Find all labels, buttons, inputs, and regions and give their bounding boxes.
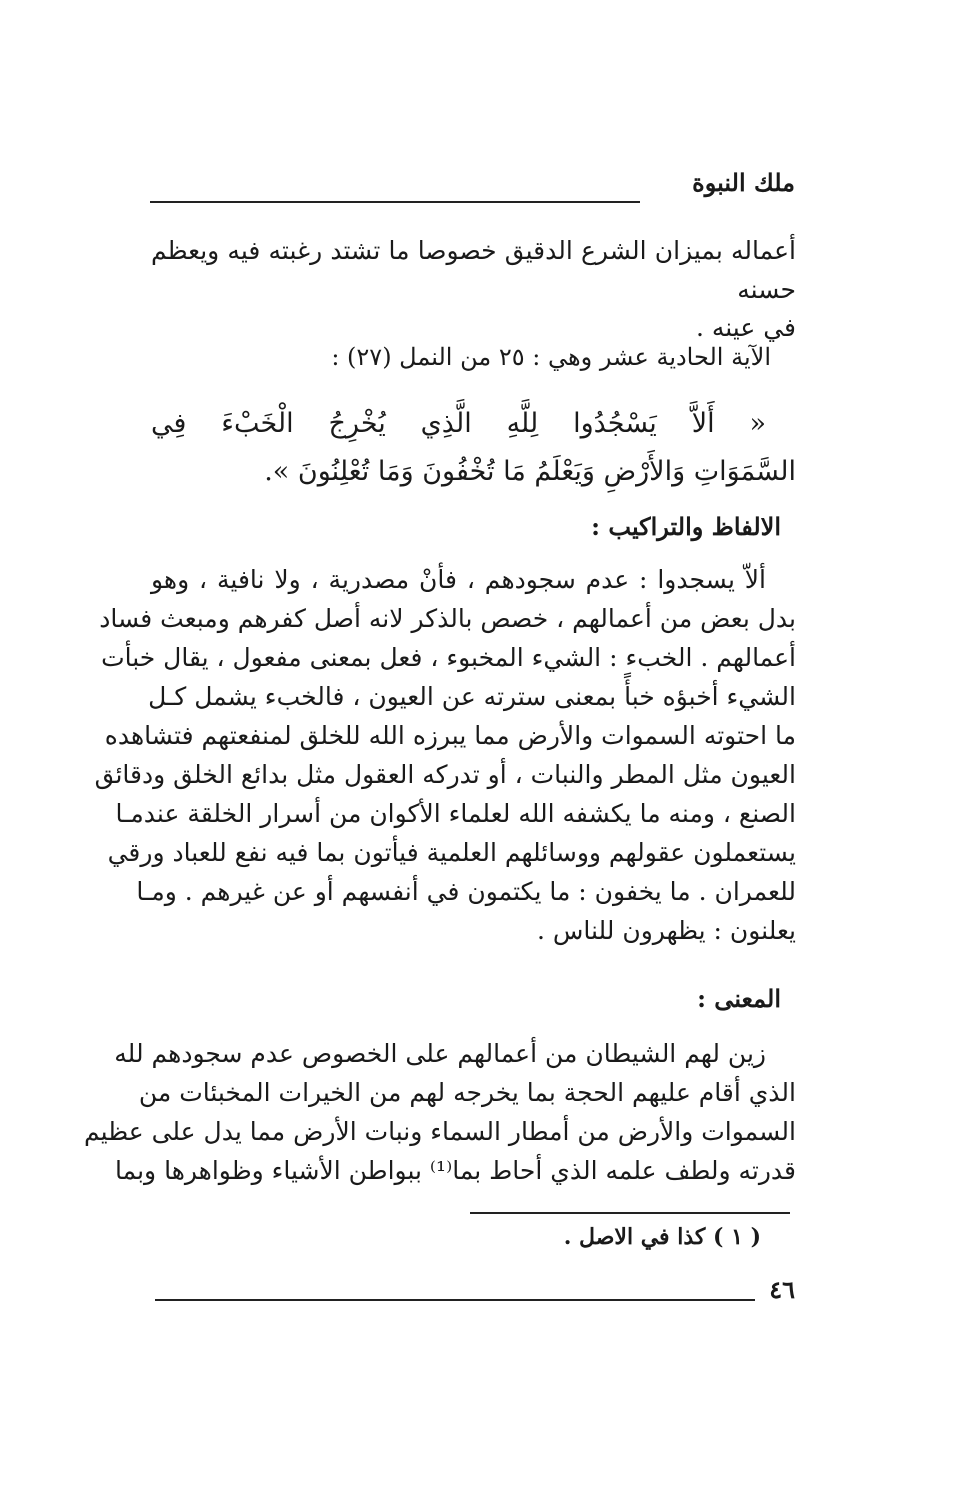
text-line: ألاّ يسجدوا : عدم سجودهم ، فأنْ مصدرية ، ولا نافية ، وهو (151, 565, 766, 594)
words-heading: الالفاظ والتراكيب : (591, 512, 781, 541)
text-line: أعماله بميزان الشرع الدقيق خصوصا ما تشتد رغبته فيه ويعظم حسنه (151, 236, 796, 304)
text-line: ما احتوته السموات والأرض مما يبرزه الله للخلق لمنفعتهم فتشاهده (104, 721, 796, 750)
text-line: للعمران . ما يخفون : ما يكتمون في أنفسهم أو عن غيرهم . ومـا (136, 877, 796, 906)
meaning-heading: المعنى : (697, 984, 781, 1013)
header-rule (150, 201, 640, 203)
text-line: يعلنون : يظهرون للناس . (536, 916, 796, 945)
text-line: الشيء أخبؤه خبأً بمعنى سترته عن العيون ، فالخبء يشمل كـل (148, 682, 796, 711)
page-footer (155, 1275, 795, 1315)
text-line: العيون مثل المطر والنبات ، أو تدركه العقول مثل بدائع الخلق ودقائق (94, 760, 796, 789)
text-line: يستعملون عقولهم ووسائلهم العلمية فيأتون بما فيه نفع للعباد ورقي (107, 838, 796, 867)
words-paragraph (94, 560, 796, 950)
footer-rule (155, 1299, 755, 1301)
page-header (150, 168, 795, 208)
text-line: الصنع ، ومنه ما يكشفه الله لعلماء الأكوان من أسرار الخلقة عندمـا (115, 799, 796, 828)
text-line: زين لهم الشيطان من أعمالهم على الخصوص عدم سجودهم لله (114, 1039, 766, 1068)
running-title: ملك النبوة (692, 168, 795, 197)
intro-paragraph (151, 232, 796, 348)
verse-line: السَّمَوَاتِ وَالأَرْضِ وَيَعْلَمُ مَا تُخْفُونَ وَمَا تُعْلِنُونَ ». (264, 456, 796, 487)
text-line: السموات والأرض من أمطار السماء ونبات الأرض مما يدل على عظيم (84, 1117, 796, 1146)
text-line: قدرته ولطف علمه الذي أحاط بما⁽¹⁾ ببواطن الأشياء وظواهرها وبما (115, 1156, 796, 1185)
text-line: أعمالهم . الخبء : الشيء المخبوء ، فعل بمعنى مفعول ، يقال خبأت (101, 643, 796, 672)
footnote-rule (470, 1212, 790, 1214)
ayah-intro: الآية الحادية عشر وهي : ٢٥ من النمل (٢٧) : (331, 343, 771, 371)
quran-verse (151, 400, 796, 496)
meaning-paragraph (84, 1034, 796, 1190)
text-line: في عينه . (695, 313, 796, 342)
footnote: ( ١ ) كذا في الاصل . (563, 1224, 761, 1250)
page-number: ٤٦ (769, 1275, 795, 1304)
verse-line: « أَلاَّ يَسْجُدُوا لِلَّهِ الَّذِي يُخْرِجُ الْخَبْءَ فِي (151, 408, 766, 439)
text-line: الذي أقام عليهم الحجة بما يخرجه لهم من الخيرات المخبئات من (138, 1078, 796, 1107)
text-line: بدل بعض من أعمالهم ، خصص بالذكر لانه أصل كفرهم ومبعث فساد (99, 604, 796, 633)
